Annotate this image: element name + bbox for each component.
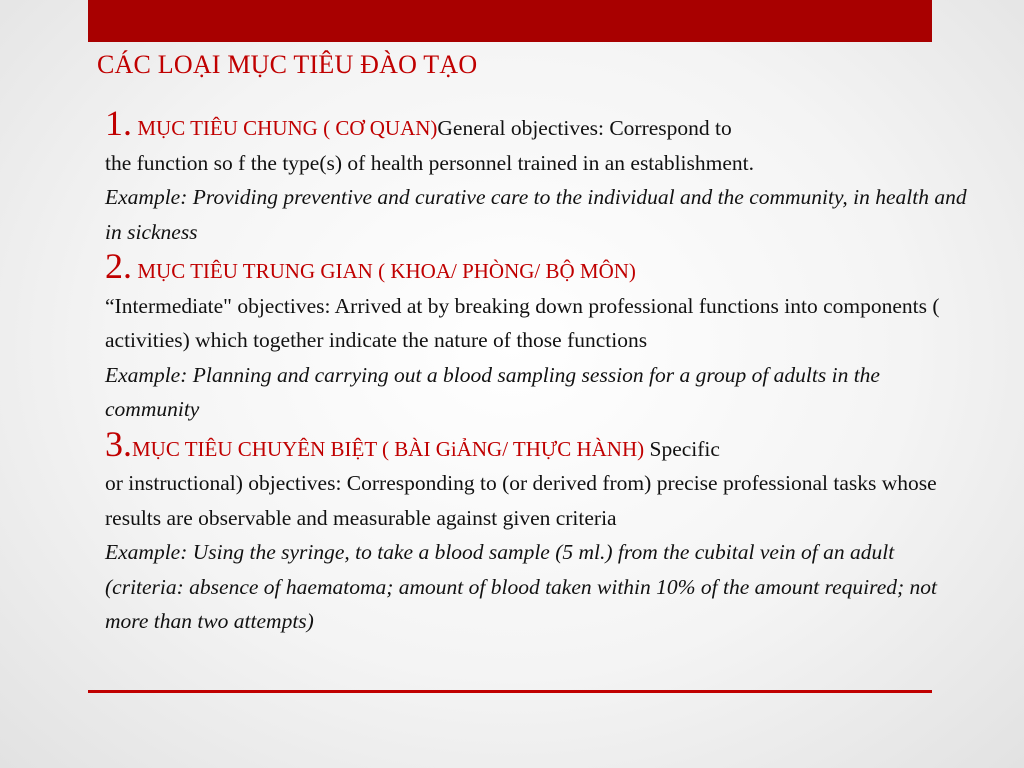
section-2-text: “Intermediate" objectives: Arrived at by breaking down professional functions into components ( activities) which together indicate the nature of those functions — [105, 293, 940, 352]
section-1-text-inline: General objectives: Correspond to — [437, 116, 732, 140]
slide-body — [105, 103, 975, 639]
section-1-text: the function so f the type(s) of health personnel trained in an establishment. — [105, 150, 754, 175]
section-3-example: Example: Using the syringe, to take a blood sample (5 ml.) from the cubital vein of an adult (criteria: absence of haematoma; amount of blood taken within 10% of the amount required; not more than two attempts) — [105, 540, 938, 633]
section-1-heading: MỤC TIÊU CHUNG ( CƠ QUAN) — [137, 116, 438, 140]
top-accent-bar — [88, 0, 932, 42]
bottom-red-rule — [88, 690, 932, 693]
section-3-text: or instructional) objectives: Corresponding to (or derived from) precise professional tasks whose results are observable and measurable against given criteria — [105, 471, 937, 530]
section-3-heading: MỤC TIÊU CHUYÊN BIỆT ( BÀI GiẢNG/ THỰC HÀNH) — [132, 436, 645, 461]
section-2-number: 2. — [105, 246, 132, 286]
section-general-objectives — [105, 103, 975, 249]
section-3-number: 3. — [105, 423, 132, 464]
section-1-first-line — [105, 103, 975, 146]
section-2-first-line — [105, 246, 975, 289]
section-1-number: 1. — [105, 103, 132, 143]
section-specific-objectives — [105, 423, 975, 639]
section-2-heading: MỤC TIÊU TRUNG GIAN ( KHOA/ PHÒNG/ BỘ MÔN) — [137, 259, 636, 283]
section-3-first-line — [105, 423, 975, 467]
section-intermediate-objectives — [105, 246, 975, 427]
section-2-example: Example: Planning and carrying out a blood sampling session for a group of adults in the community — [105, 362, 880, 421]
slide-title: CÁC LOẠI MỤC TIÊU ĐÀO TẠO — [97, 50, 478, 79]
section-1-example: Example: Providing preventive and curative care to the individual and the community, in health and in sickness — [105, 185, 967, 244]
section-3-text-inline: Specific — [649, 436, 720, 461]
